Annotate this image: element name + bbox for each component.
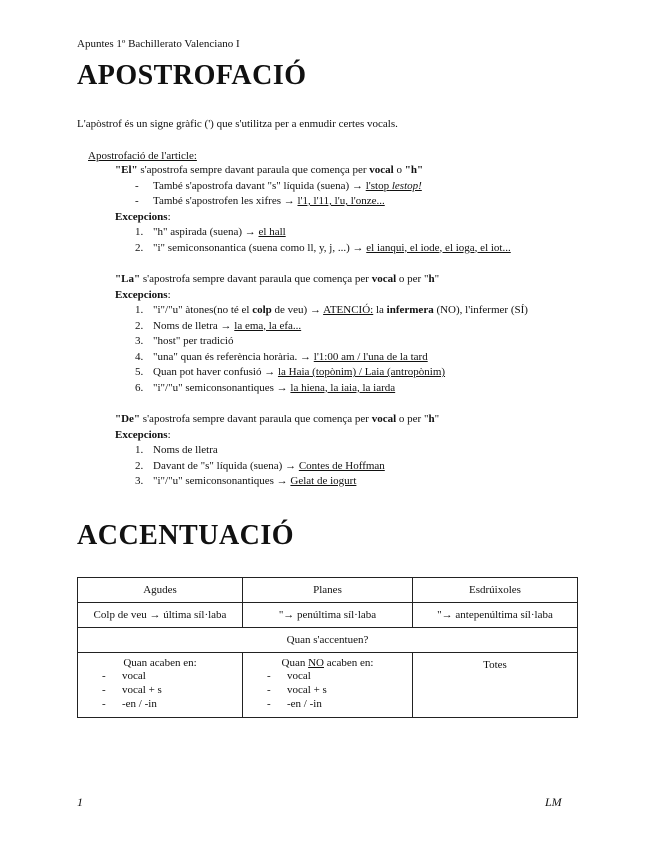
la-exception-item: 5. Quan pot haver confusió → la Haia (topònim) / Laia (antropònim) xyxy=(135,366,446,378)
table-cell: Colp de veu → última síl·laba xyxy=(78,603,243,628)
la-exceptions-label: Excepcions: xyxy=(115,288,171,301)
table-header-cell: Agudes xyxy=(78,578,243,603)
la-exception-item: 1. "i"/"u" àtones(no té el colp de veu) → ATENCIÓ: la infermera (NO), l'infermer (SÍ) xyxy=(135,304,528,316)
de-rule: "De" s'apostrofa sempre davant paraula que comença per vocal o per "h" xyxy=(115,413,440,425)
la-exception-item: 4. "una" quan és referència horària. → l'1:00 am / l'una de la tard xyxy=(135,350,428,363)
de-exception-item: 2. Davant de "s" líquida (suena) → Contes de Hoffman xyxy=(135,459,385,472)
la-block xyxy=(115,272,528,396)
table-header-cell: Planes xyxy=(243,578,413,603)
article-heading: Apostrofació de l'article: xyxy=(88,150,197,162)
la-exception-item: 2. Noms de lletra → la ema, la efa... xyxy=(135,319,302,332)
el-exceptions-label: Excepcions: xyxy=(115,210,171,223)
el-dash-item: - També s'apostrofen les xifres → l'1, l'11, l'u, l'onze... xyxy=(135,195,385,207)
table-row xyxy=(78,628,578,653)
de-exception-item: 3. "i"/"u" semiconsonantiques → Gelat de iogurt xyxy=(135,475,357,487)
de-exception-item: 1. Noms de lletra xyxy=(135,444,218,456)
table-cell-agudes-rule: Quan acaben en: - vocal - vocal + s - -en / -in xyxy=(78,653,243,718)
el-exception-item: 2. "i" semiconsonantica (suena como ll, y, j, ...) → el ianqui, el iode, el ioga, el iot... xyxy=(135,241,511,254)
list-item: - -en / -in xyxy=(267,698,322,710)
de-exceptions-label: Excepcions: xyxy=(115,428,171,441)
el-rule: "El" s'apostrofa sempre davant paraula que comença per vocal o "h" xyxy=(115,164,424,176)
author-initials: LM xyxy=(545,795,562,809)
la-exception-item: 6. "i"/"u" semiconsonantiques → la hiena, la iaia, la iarda xyxy=(135,381,396,394)
page-number: 1 xyxy=(77,795,83,809)
table-cell: "→ antepenúltima síl·laba xyxy=(413,603,578,628)
table-header-cell: Esdrúixoles xyxy=(413,578,578,603)
list-item: - vocal + s xyxy=(102,684,162,696)
table-cell-planes-rule: Quan NO acaben en: - vocal - vocal + s - -en / -in xyxy=(243,653,413,718)
intro-paragraph: L'apòstrof és un signe gràfic (') que s'utilitza per a enmudir certes vocals. xyxy=(77,118,398,130)
table-question-cell: Quan s'accentuen? xyxy=(78,628,578,653)
el-block xyxy=(115,163,511,256)
table-cell: "→ penúltima síl·laba xyxy=(243,603,413,628)
table-cell-esdruixoles-rule: Totes xyxy=(413,653,578,718)
list-item: - -en / -in xyxy=(102,698,157,710)
title-accentuacio: ACCENTUACIÓ xyxy=(77,520,295,551)
la-exception-item: 3. "host" per tradició xyxy=(135,335,234,347)
list-item: - vocal xyxy=(102,670,146,682)
list-item: - vocal xyxy=(267,670,311,682)
table-row xyxy=(78,603,578,628)
la-rule: "La" s'apostrofa sempre davant paraula que comença per vocal o per "h" xyxy=(115,273,440,285)
page-header: Apuntes 1º Bachillerato Valenciano I xyxy=(77,38,240,50)
accentuation-table xyxy=(77,577,578,718)
list-item: - vocal + s xyxy=(267,684,327,696)
el-dash-item: - També s'apostrofa davant "s" líquida (suena) → l'stop lestop! xyxy=(135,179,422,192)
title-apostrofacio: APOSTROFACIÓ xyxy=(77,60,307,91)
table-row xyxy=(78,653,578,718)
el-exception-item: 1. "h" aspirada (suena) → el hall xyxy=(135,226,286,238)
de-block xyxy=(115,412,439,490)
table-row xyxy=(78,578,578,603)
